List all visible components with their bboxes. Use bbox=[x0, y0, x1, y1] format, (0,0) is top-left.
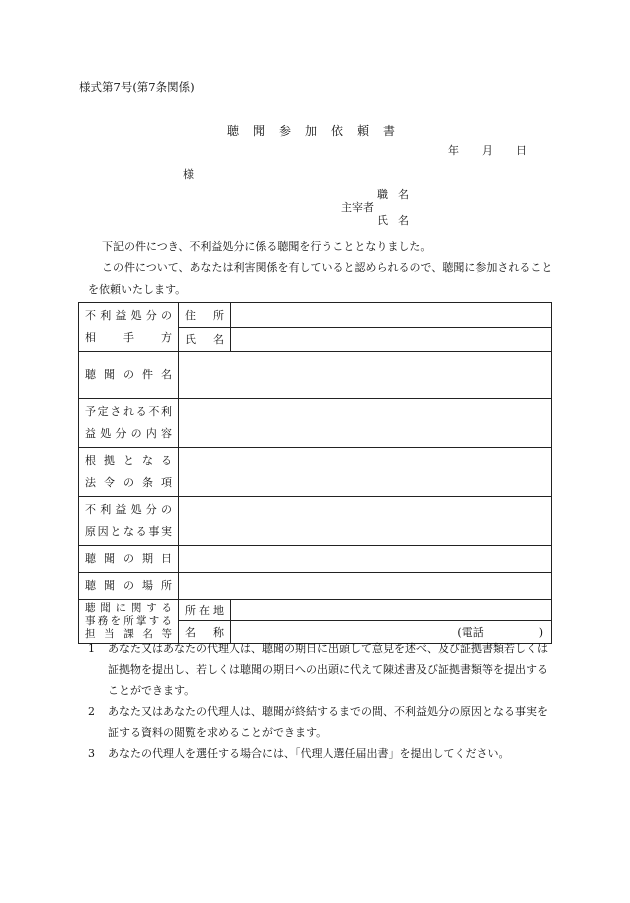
cause-label-line-2: 原因となる事実 bbox=[85, 525, 172, 538]
hearing-date-label-text: 聴聞の期日 bbox=[85, 552, 172, 565]
basis-label-line-2: 法令の条項 bbox=[85, 476, 172, 489]
party-label-line-1: 不利益処分の bbox=[85, 309, 172, 322]
date-day: 日 bbox=[516, 144, 527, 157]
office-label-line-2: 事務を所掌する bbox=[85, 615, 172, 627]
office-location-field[interactable] bbox=[231, 600, 552, 621]
note-text: あなた又はあなたの代理人は、聴聞が終結するまでの間、不利益処分の原因となる事実を証する資料の閲覧を求めることができます。 bbox=[108, 705, 548, 739]
note-text: あなた又はあなたの代理人は、聴聞の期日に出頭して意見を述べ、及び証拠書類若しくは証拠物を提出し、若しくは聴聞の期日への出頭に代えて陳述書及び証拠書類等を提出することができます。 bbox=[108, 642, 548, 697]
note-item bbox=[88, 638, 558, 701]
hearing-place-field[interactable] bbox=[179, 573, 552, 600]
case-label bbox=[79, 352, 179, 399]
legal-basis-field[interactable] bbox=[179, 448, 552, 497]
note-text: あなたの代理人を選任する場合には、「代理人選任届出書」を提出してください。 bbox=[108, 747, 510, 760]
party-label-line-2: 相手方 bbox=[85, 331, 172, 344]
cause-label-line-1: 不利益処分の bbox=[85, 503, 172, 516]
presider-name-label: 氏名 bbox=[377, 214, 419, 227]
phone-label: (電話 ) bbox=[457, 625, 543, 639]
form-number: 様式第7号(第7条関係) bbox=[79, 80, 195, 94]
hearing-info-table bbox=[78, 302, 552, 644]
expected-label-line-1: 予定される不利 bbox=[85, 405, 172, 418]
office-label bbox=[79, 600, 179, 644]
expected-disposition-label bbox=[79, 399, 179, 448]
office-name-label: 名称 bbox=[179, 620, 231, 643]
hearing-date-label bbox=[79, 546, 179, 573]
note-number: 2 bbox=[88, 705, 95, 718]
cause-facts-field[interactable] bbox=[179, 497, 552, 546]
body-paragraph-1: 下記の件につき、不利益処分に係る聴聞を行うこととなりました。 bbox=[102, 240, 432, 253]
addressee-suffix: 様 bbox=[183, 168, 194, 181]
notes-list bbox=[88, 638, 558, 764]
date-year: 年 bbox=[448, 144, 459, 157]
presider-role: 主宰者 bbox=[341, 201, 374, 214]
name-label: 氏名 bbox=[179, 327, 231, 352]
expected-label-line-2: 益処分の内容 bbox=[85, 427, 172, 440]
hearing-place-label bbox=[79, 573, 179, 600]
note-number: 1 bbox=[88, 642, 95, 655]
case-field[interactable] bbox=[179, 352, 552, 399]
address-field[interactable] bbox=[231, 303, 552, 328]
office-label-line-1: 聴聞に関する bbox=[85, 602, 172, 614]
address-label: 住所 bbox=[179, 303, 231, 328]
date-line bbox=[448, 142, 527, 158]
body-paragraph-2: この件について、あなたは利害関係を有していると認められるので、聴聞に参加されることを依頼いたします。 bbox=[88, 261, 553, 296]
name-field[interactable] bbox=[231, 327, 552, 352]
note-item bbox=[88, 743, 558, 764]
date-month: 月 bbox=[482, 144, 493, 157]
legal-basis-label bbox=[79, 448, 179, 497]
note-item bbox=[88, 701, 558, 743]
document-title: 聴聞参加依頼書 bbox=[226, 124, 409, 138]
case-label-text: 聴聞の件名 bbox=[85, 368, 172, 381]
basis-label-line-1: 根拠となる bbox=[85, 454, 172, 467]
party-label bbox=[79, 303, 179, 352]
expected-disposition-field[interactable] bbox=[179, 399, 552, 448]
hearing-date-field[interactable] bbox=[179, 546, 552, 573]
note-number: 3 bbox=[88, 747, 95, 760]
hearing-place-label-text: 聴聞の場所 bbox=[85, 579, 172, 592]
presider-title-label: 職名 bbox=[377, 188, 419, 201]
office-label-line-3: 担当課名等 bbox=[85, 628, 172, 640]
cause-facts-label bbox=[79, 497, 179, 546]
office-location-label: 所在地 bbox=[179, 600, 231, 621]
